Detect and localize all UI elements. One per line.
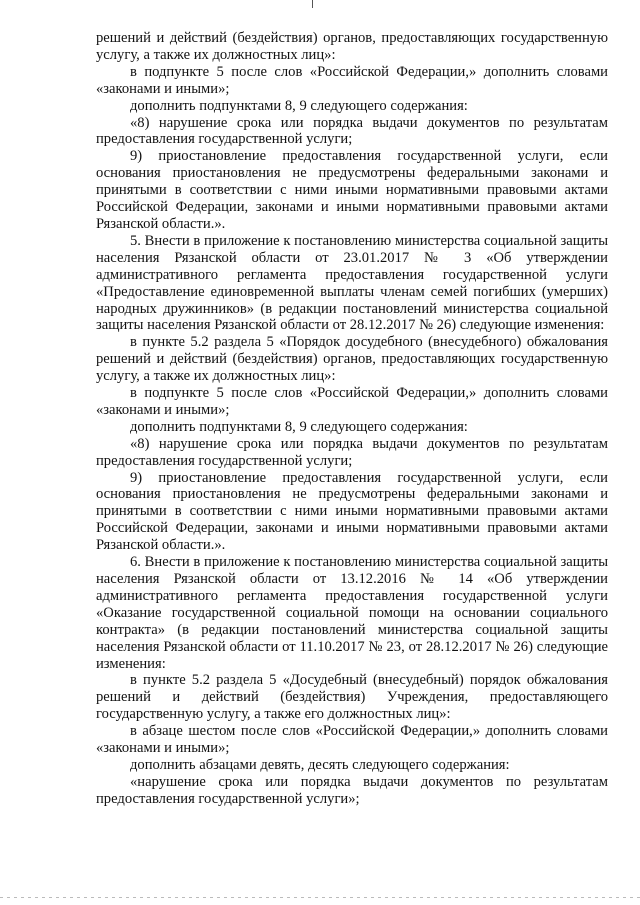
paragraph: дополнить абзацами девять, десять следующего содержания: [130, 756, 510, 773]
paragraph: 9) приостановление предоставления государственной услуги, если основания приостановления не предусмотрены федеральными законами и принятыми в соответствии с ними иными нормативными правовыми актами Российской Федерации, законами и иными нормативными правовыми актами Рязанской области.». [96, 469, 608, 554]
paragraph: в абзаце шестом после слов «Российской Федерации,» дополнить словами «законами и иными»; [96, 723, 608, 757]
paragraph: в пункте 5.2 раздела 5 «Порядок досудебного (внесудебного) обжалования решений и действий (бездействия) органов, предоставляющих государственную услугу, а также их должностных лиц»: [96, 334, 608, 385]
paragraph: дополнить подпунктами 8, 9 следующего содержания: [130, 97, 468, 114]
paragraph: 5. Внести в приложение к постановлению министерства социальной защиты населения Рязанской области от 23.01.2017 № 3 «Об утверждении административного регламента предоставления государственной услуги «Предоставление единовременной выплаты членам семей погибших (умерших) народных дружинников» (в редакции постановлений министерства социальной защиты населения Рязанской области от 28.12.2017 № 26) следующие изменения: [96, 232, 608, 334]
paragraph: 6. Внести в приложение к постановлению министерства социальной защиты населения Рязанской области от 13.12.2016 № 14 «Об утверждении административного регламента предоставления государственной услуги «Оказание государственной социальной помощи на основании социального контракта» (в редакции постановлений министерства социальной защиты населения Рязанской области от 11.10.2017 № 23, от 28.12.2017 № 26) следующие изменения: [96, 554, 608, 672]
paragraph: 9) приостановление предоставления государственной услуги, если основания приостановления не предусмотрены федеральными законами и принятыми в соответствии с ними иными нормативными правовыми актами Российской Федерации, законами и иными нормативными правовыми актами Рязанской области.». [96, 148, 608, 232]
scan-edge-divider [0, 897, 640, 898]
paragraph: «8) нарушение срока или порядка выдачи документов по результатам предоставления государственной услуги; [96, 114, 608, 148]
paragraph: дополнить подпунктами 8, 9 следующего содержания: [130, 418, 468, 435]
paragraph: «8) нарушение срока или порядка выдачи документов по результатам предоставления государственной услуги; [96, 435, 608, 469]
paragraph: в подпункте 5 после слов «Российской Федерации,» дополнить словами «законами и иными»; [96, 63, 608, 97]
paragraph: в подпункте 5 после слов «Российской Федерации,» дополнить словами «законами и иными»; [96, 385, 608, 418]
paragraph: «нарушение срока или порядка выдачи документов по результатам предоставления государственной услуги»; [96, 773, 608, 807]
document-page [96, 30, 608, 808]
page-top-mark [312, 0, 313, 8]
paragraph: решений и действий (бездействия) органов, предоставляющих государственную услугу, а также их должностных лиц»: [96, 30, 608, 63]
paragraph: в пункте 5.2 раздела 5 «Досудебный (внесудебный) порядок обжалования решений и действий (бездействия) Учреждения, предоставляющего государственную услугу, а также его должностных лиц»: [96, 672, 608, 723]
